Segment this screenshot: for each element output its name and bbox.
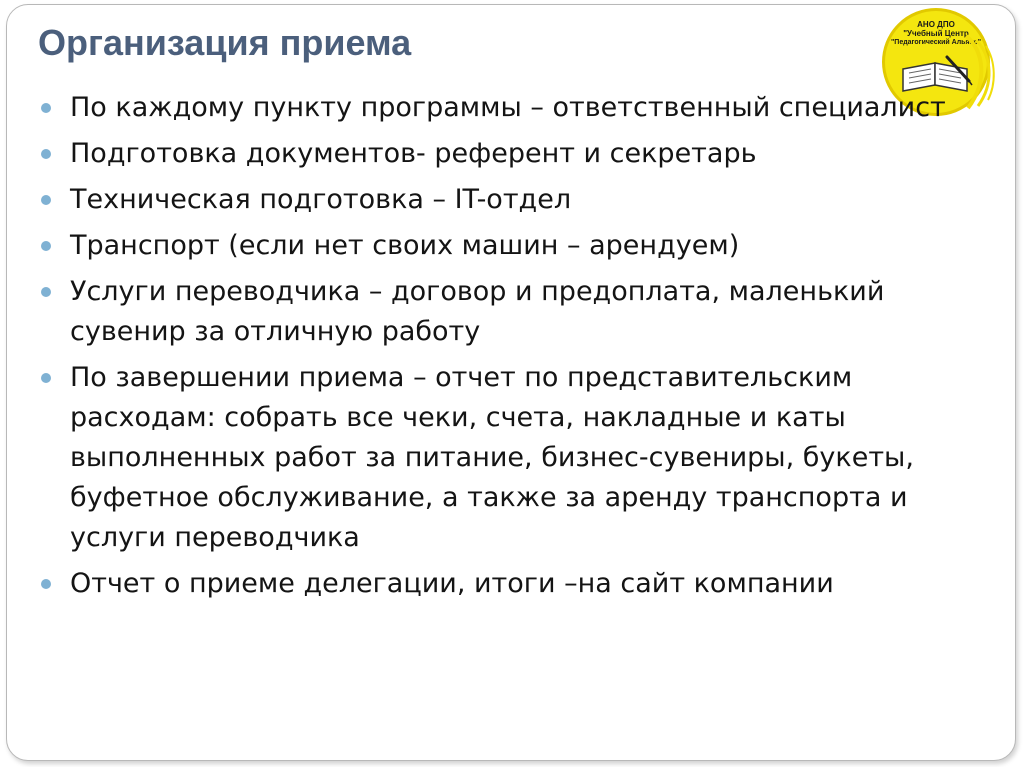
logo-text-line-2: "Учебный Центр [903, 29, 969, 38]
list-item-text: Услуги переводчика – договор и предоплата, маленький сувенир за отличную работу [70, 276, 885, 347]
list-item [38, 226, 988, 266]
list-item-text: Техническая подготовка – IT-отдел [70, 184, 572, 215]
bullet-icon [41, 103, 51, 113]
list-item-text: Транспорт (если нет своих машин – арендуем) [70, 230, 740, 261]
list-item [38, 564, 988, 604]
list-item [38, 88, 988, 128]
list-item [38, 272, 988, 352]
bullet-list [38, 88, 988, 604]
logo-text-line-3: "Педагогический Альянс" [890, 39, 982, 46]
list-item-text: Подготовка документов- референт и секретарь [70, 138, 757, 169]
list-item [38, 358, 988, 558]
bullet-icon [41, 195, 51, 205]
logo-text-line-1: АНО ДПО [917, 20, 955, 29]
list-item [38, 180, 988, 220]
bullet-icon [41, 241, 51, 251]
bullet-icon [41, 287, 51, 297]
slide-title: Организация приема [38, 22, 412, 63]
bullet-icon [41, 149, 51, 159]
list-item-text: Отчет о приеме делегации, итоги –на сайт компании [70, 568, 834, 599]
list-item-text: По каждому пункту программы – ответственный специалист [70, 92, 946, 123]
list-item-text: По завершении приема – отчет по представительским расходам: собрать все чеки, счета, накладные и каты выполненных работ за питание, бизнес-сувениры, букеты, буфетное обслуживание, а также за аренду транспорта и услуги переводчика [70, 362, 914, 553]
list-item [38, 134, 988, 174]
bullet-icon [41, 579, 51, 589]
bullet-icon [41, 373, 51, 383]
